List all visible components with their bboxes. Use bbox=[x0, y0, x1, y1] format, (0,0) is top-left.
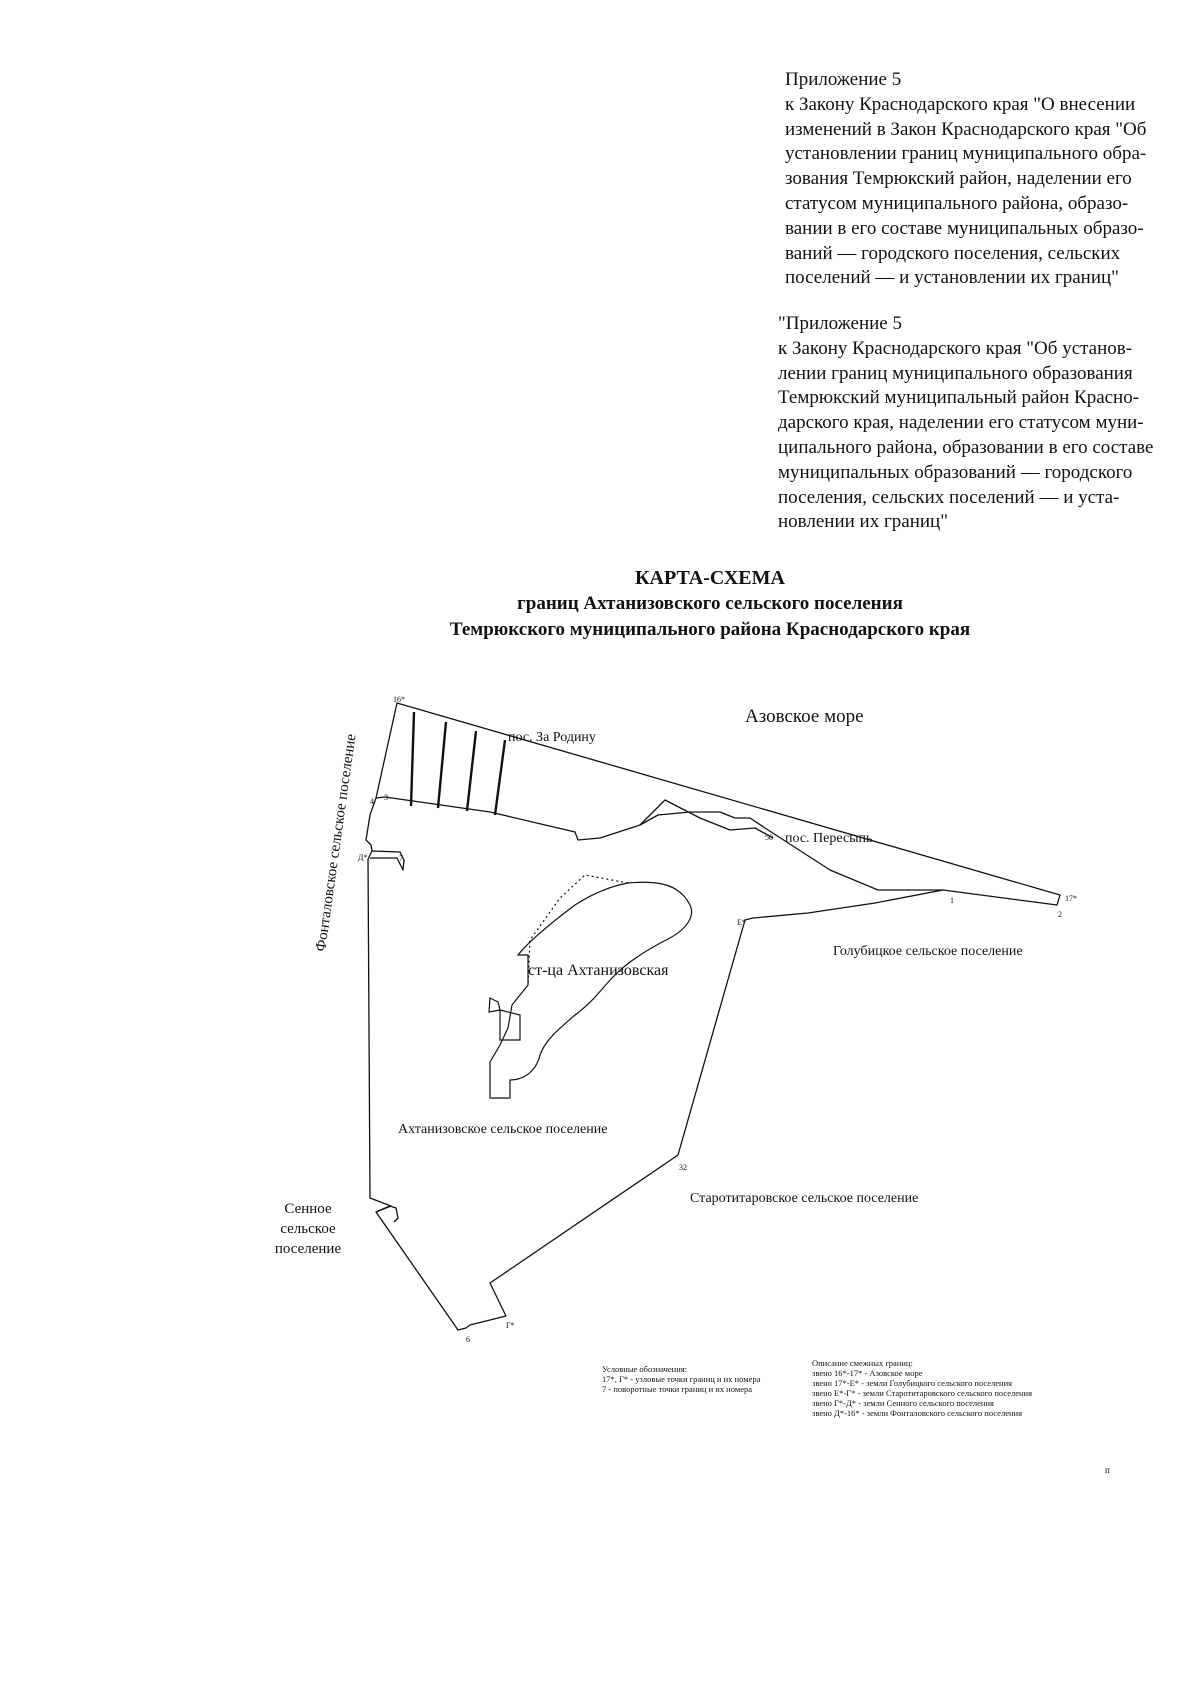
annex-1-line: зования Темрюкский район, наделении его bbox=[785, 168, 1132, 190]
legend-border-item: звено Г*-Д* - земли Сенного сельского поселения bbox=[812, 1398, 994, 1408]
legend-symbol-item: 17*, Г* - узловые точки границ и их номера bbox=[602, 1374, 761, 1384]
point-label: Е* bbox=[737, 918, 746, 927]
stanitsa-outline bbox=[490, 882, 692, 1098]
label-sennoe-line-2: сельское bbox=[280, 1221, 336, 1237]
annex-2-line: поселения, сельских поселений — и уста- bbox=[778, 486, 1120, 508]
annex-1-line: изменений в Закон Краснодарского края "Об bbox=[785, 118, 1147, 140]
annex-1-line: поселений — и установлении их границ" bbox=[785, 267, 1119, 289]
point-label: Д* bbox=[358, 853, 368, 862]
point-label: 6 bbox=[466, 1335, 470, 1344]
point-label: 1 bbox=[950, 896, 954, 905]
annex-1-line: вании в его составе муниципальных образо- bbox=[785, 217, 1144, 239]
strip-line bbox=[411, 712, 414, 806]
point-label: 32 bbox=[679, 1163, 687, 1172]
label-sennoe-line-1: Сенное bbox=[284, 1201, 332, 1217]
legend-symbol-item: 7 - поворотные точки границ и их номера bbox=[602, 1384, 752, 1394]
annex-1-heading: Приложение 5 bbox=[785, 69, 902, 90]
annex-2-line: муниципальных образований — городского bbox=[778, 461, 1133, 483]
legend-borders bbox=[812, 1358, 1112, 1418]
annex-2-line: дарского края, наделении его статусом муни- bbox=[778, 412, 1144, 434]
legend-border-item: звено 17*-Е* - земли Голубицкого сельского поселения bbox=[812, 1378, 1013, 1388]
strip-line bbox=[438, 722, 446, 808]
legend-border-item: звено Д*-16* - земли Фонталовского сельского поселения bbox=[812, 1408, 1022, 1418]
point-label: 7 bbox=[399, 854, 403, 863]
map-title-line-3: Темрюкского муниципального района Краснодарского края bbox=[449, 619, 971, 640]
page-mark: п bbox=[1105, 1465, 1110, 1475]
point-label: 50 bbox=[765, 833, 773, 842]
legend-borders-heading: Описание смежных границ: bbox=[812, 1358, 913, 1368]
spit-contour bbox=[640, 812, 943, 890]
strip-line bbox=[495, 740, 505, 815]
point-label: 2 bbox=[1058, 910, 1062, 919]
label-akhtanizovskaya: ст-ца Ахтанизовская bbox=[528, 962, 669, 979]
annex-2-line: новлении их границ" bbox=[778, 511, 948, 533]
legend-symbols bbox=[602, 1364, 802, 1394]
annex-1-line: установлении границ муниципального обра- bbox=[785, 143, 1147, 165]
annex-2-line: Темрюкский муниципальный район Красно- bbox=[778, 387, 1140, 409]
stanitsa-inset bbox=[489, 998, 500, 1012]
point-label: Г* bbox=[506, 1321, 515, 1330]
point-label: 3 bbox=[384, 793, 388, 802]
strip-south-boundary bbox=[376, 797, 773, 840]
label-starotitarovskoe: Старотитаровское сельское поселение bbox=[690, 1191, 919, 1206]
label-sennoe-line-3: поселение bbox=[274, 1241, 342, 1257]
strip-line bbox=[467, 731, 476, 811]
map-title-line-1: КАРТА-СХЕМА bbox=[635, 567, 785, 589]
annex-1-line: статусом муниципального района, образо- bbox=[785, 192, 1129, 214]
annex-2-line: ципального района, образовании в его составе bbox=[778, 436, 1154, 458]
label-golubitskoe: Голубицкое сельское поселение bbox=[833, 944, 1023, 959]
annex-1-line: ваний — городского поселения, сельских bbox=[785, 242, 1121, 264]
settlement-boundary bbox=[366, 703, 1060, 1330]
annex-2-heading: "Приложение 5 bbox=[778, 313, 902, 334]
label-fontalovskoe: Фонталовское сельское поселение bbox=[313, 732, 360, 953]
map-title-line-2: границ Ахтанизовского сельского поселения bbox=[517, 593, 903, 614]
legend-border-item: звено 16*-17* - Азовское море bbox=[812, 1368, 923, 1378]
annex-2-line: лении границ муниципального образования bbox=[778, 362, 1133, 384]
label-akhtanizovskoe: Ахтанизовское сельское поселение bbox=[398, 1122, 608, 1137]
label-sea: Азовское море bbox=[745, 706, 864, 727]
label-za-rodinu: пос. За Родину bbox=[508, 730, 596, 745]
legend-symbols-heading: Условные обозначения: bbox=[602, 1364, 688, 1374]
point-label: 16* bbox=[393, 695, 405, 704]
sennoe-notch bbox=[376, 1206, 398, 1222]
point-label: 17* bbox=[1065, 894, 1077, 903]
label-peresyp: пос. Пересыпь bbox=[785, 831, 873, 846]
point-label: 4 bbox=[370, 797, 374, 806]
legend-border-item: звено Е*-Г* - земли Старотитаровского сельского поселения bbox=[812, 1388, 1033, 1398]
annex-1-line: к Закону Краснодарского края "О внесении bbox=[785, 93, 1136, 115]
annex-2-line: к Закону Краснодарского края "Об установ- bbox=[778, 337, 1133, 359]
